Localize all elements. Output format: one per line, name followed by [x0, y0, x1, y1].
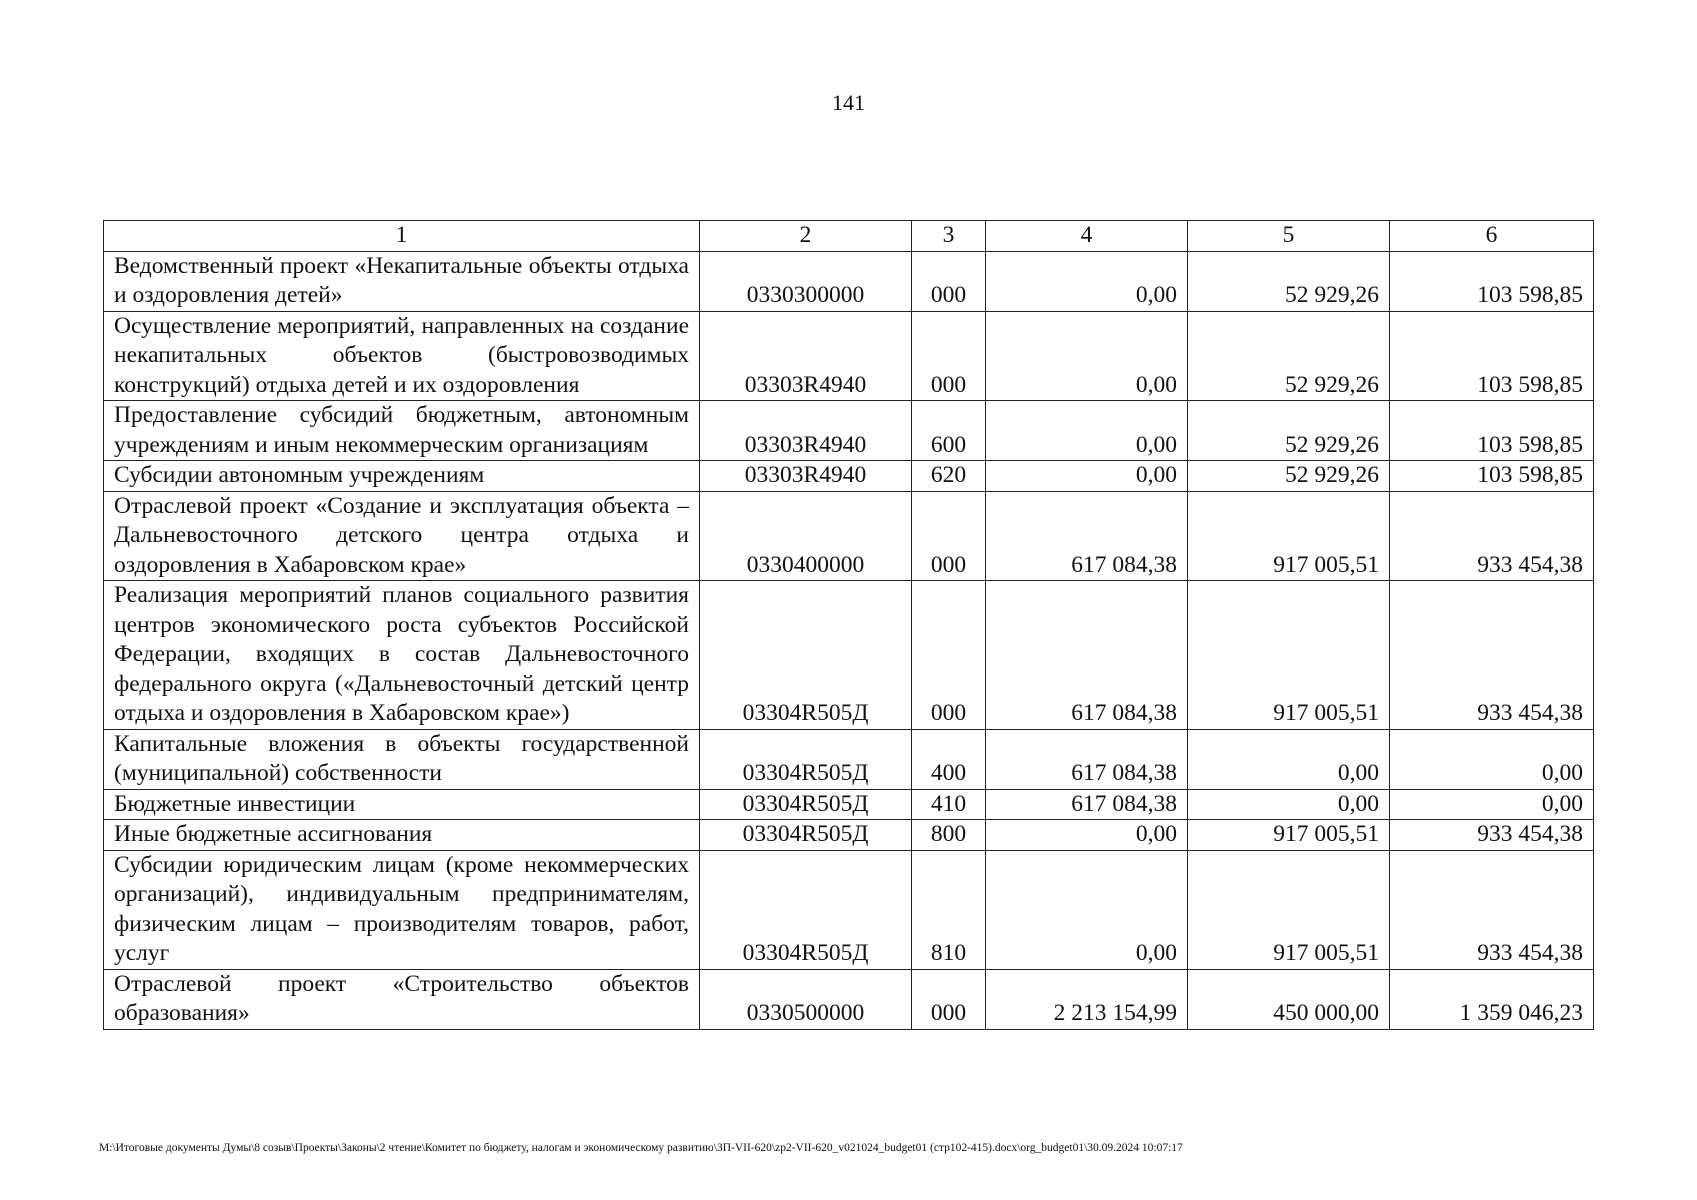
page-number: 141 — [832, 90, 865, 115]
row-target-code: 0330400000 — [700, 491, 912, 581]
row-expense-type: 620 — [912, 461, 986, 492]
table-header-row — [104, 221, 1594, 252]
row-description: Отраслевой проект «Строительство объектов образования» — [104, 969, 700, 1029]
row-value-4: 617 084,38 — [986, 491, 1188, 581]
row-value-4: 617 084,38 — [986, 729, 1188, 789]
row-value-4: 0,00 — [986, 311, 1188, 401]
row-description: Осуществление мероприятий, направленных на создание некапитальных объектов (быстровозводимых конструкций) отдыха детей и их оздоровления — [104, 311, 700, 401]
row-description: Субсидии автономным учреждениям — [104, 461, 700, 492]
row-target-code: 03304R505Д — [700, 820, 912, 851]
budget-table — [103, 220, 1594, 1030]
column-header-6: 6 — [1390, 221, 1594, 252]
row-value-5: 52 929,26 — [1188, 461, 1390, 492]
table-row — [104, 311, 1594, 401]
table-row — [104, 401, 1594, 461]
row-value-4: 0,00 — [986, 461, 1188, 492]
row-description: Предоставление субсидий бюджетным, автономным учреждениям и иным некоммерческим организациям — [104, 401, 700, 461]
row-target-code: 03303R4940 — [700, 401, 912, 461]
row-value-5: 52 929,26 — [1188, 401, 1390, 461]
table-row — [104, 789, 1594, 820]
row-value-6: 933 454,38 — [1390, 850, 1594, 969]
row-value-4: 2 213 154,99 — [986, 969, 1188, 1029]
row-value-5: 52 929,26 — [1188, 251, 1390, 311]
table-row — [104, 461, 1594, 492]
row-value-6: 933 454,38 — [1390, 491, 1594, 581]
column-header-3: 3 — [912, 221, 986, 252]
row-target-code: 03303R4940 — [700, 461, 912, 492]
row-target-code: 03304R505Д — [700, 789, 912, 820]
row-description: Ведомственный проект «Некапитальные объекты отдыха и оздоровления детей» — [104, 251, 700, 311]
row-description: Отраслевой проект «Создание и эксплуатация объекта – Дальневосточного детского центра отдыха и оздоровления в Хабаровском крае» — [104, 491, 700, 581]
table-row — [104, 729, 1594, 789]
row-expense-type: 800 — [912, 820, 986, 851]
table-row — [104, 850, 1594, 969]
row-target-code: 03303R4940 — [700, 311, 912, 401]
row-value-5: 917 005,51 — [1188, 491, 1390, 581]
row-value-6: 1 359 046,23 — [1390, 969, 1594, 1029]
row-value-6: 933 454,38 — [1390, 581, 1594, 730]
row-expense-type: 410 — [912, 789, 986, 820]
table-row — [104, 251, 1594, 311]
row-value-4: 0,00 — [986, 251, 1188, 311]
row-value-5: 917 005,51 — [1188, 581, 1390, 730]
row-value-5: 917 005,51 — [1188, 850, 1390, 969]
column-header-1: 1 — [104, 221, 700, 252]
row-value-6: 103 598,85 — [1390, 311, 1594, 401]
row-description: Субсидии юридическим лицам (кроме некоммерческих организаций), индивидуальным предпринимателям, физическим лицам – производителям товаров, работ, услуг — [104, 850, 700, 969]
table-row — [104, 581, 1594, 730]
row-target-code: 0330300000 — [700, 251, 912, 311]
row-value-4: 0,00 — [986, 850, 1188, 969]
table-row — [104, 491, 1594, 581]
row-expense-type: 600 — [912, 401, 986, 461]
row-target-code: 03304R505Д — [700, 581, 912, 730]
row-expense-type: 000 — [912, 581, 986, 730]
row-expense-type: 000 — [912, 491, 986, 581]
row-value-6: 103 598,85 — [1390, 401, 1594, 461]
table-row — [104, 969, 1594, 1029]
column-header-5: 5 — [1188, 221, 1390, 252]
row-expense-type: 400 — [912, 729, 986, 789]
row-target-code: 03304R505Д — [700, 729, 912, 789]
column-header-4: 4 — [986, 221, 1188, 252]
row-value-4: 617 084,38 — [986, 789, 1188, 820]
row-expense-type: 000 — [912, 969, 986, 1029]
row-value-6: 103 598,85 — [1390, 461, 1594, 492]
table-row — [104, 820, 1594, 851]
row-value-6: 0,00 — [1390, 789, 1594, 820]
column-header-2: 2 — [700, 221, 912, 252]
row-value-5: 917 005,51 — [1188, 820, 1390, 851]
row-target-code: 0330500000 — [700, 969, 912, 1029]
row-description: Иные бюджетные ассигнования — [104, 820, 700, 851]
row-expense-type: 000 — [912, 311, 986, 401]
row-target-code: 03304R505Д — [700, 850, 912, 969]
file-path-footer: M:\Итоговые документы Думы\8 созыв\Проекты\Законы\2 чтение\Комитет по бюджету, налогам и экономическому развитию\ЗП-VII-620\zp2-VII-620_v021024_budget01 (стр102-415).docx\org_budget01\30.09.2024 10:07:17 — [99, 1142, 1183, 1154]
row-expense-type: 000 — [912, 251, 986, 311]
row-value-5: 52 929,26 — [1188, 311, 1390, 401]
row-value-6: 103 598,85 — [1390, 251, 1594, 311]
row-value-5: 0,00 — [1188, 729, 1390, 789]
row-description: Реализация мероприятий планов социального развития центров экономического роста субъектов Российской Федерации, входящих в состав Дальневосточного федерального округа («Дальневосточный детский центр отдыха и оздоровления в Хабаровском крае») — [104, 581, 700, 730]
row-value-5: 0,00 — [1188, 789, 1390, 820]
row-description: Капитальные вложения в объекты государственной (муниципальной) собственности — [104, 729, 700, 789]
row-value-6: 0,00 — [1390, 729, 1594, 789]
row-value-4: 0,00 — [986, 820, 1188, 851]
row-description: Бюджетные инвестиции — [104, 789, 700, 820]
row-value-5: 450 000,00 — [1188, 969, 1390, 1029]
row-value-4: 0,00 — [986, 401, 1188, 461]
row-value-6: 933 454,38 — [1390, 820, 1594, 851]
row-value-4: 617 084,38 — [986, 581, 1188, 730]
row-expense-type: 810 — [912, 850, 986, 969]
